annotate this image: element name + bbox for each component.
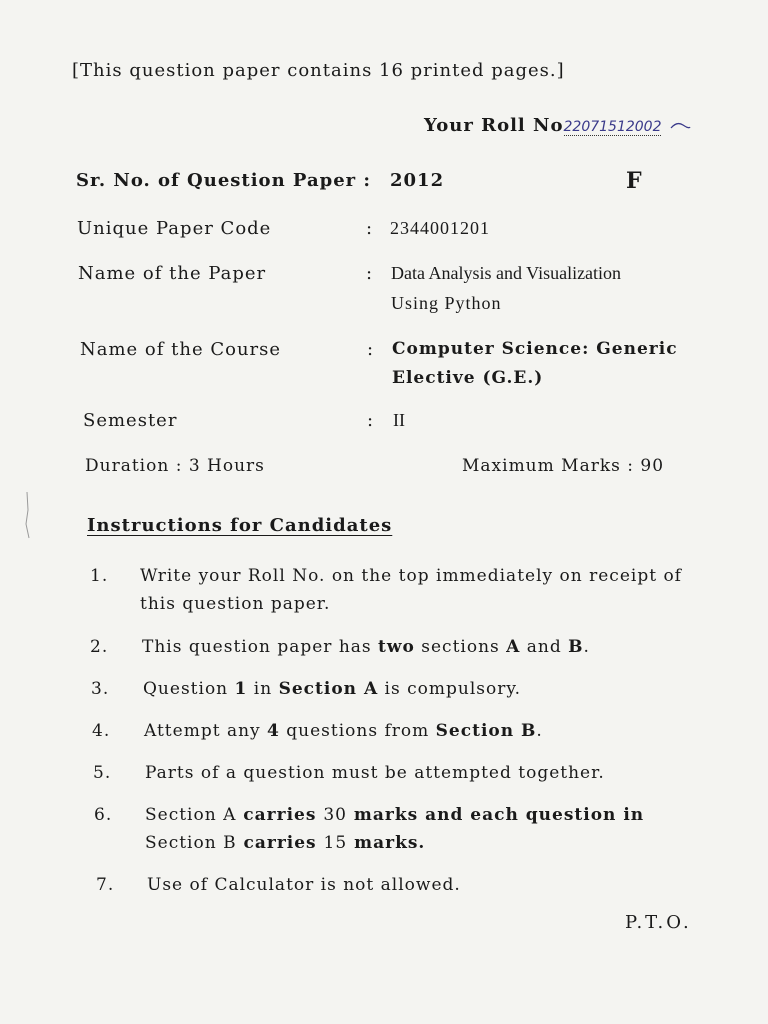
paper-set-letter: F	[626, 168, 642, 194]
paper-code-colon: :	[366, 218, 373, 239]
instruction-emphasis: B	[568, 637, 584, 657]
pen-stroke-icon	[669, 121, 691, 131]
instruction-text	[142, 633, 702, 661]
semester-label: Semester	[83, 410, 178, 431]
semester-value: II	[393, 410, 405, 430]
instruction-fragment: and	[520, 637, 569, 657]
instruction-emphasis: marks and each question in	[346, 805, 645, 825]
instruction-fragment: Attempt any	[144, 721, 268, 741]
instruction-number: 2.	[90, 637, 109, 657]
instruction-emphasis: Section A	[278, 679, 379, 699]
instruction-number: 7.	[96, 875, 115, 895]
course-name-line1: Computer Science: Generic	[392, 339, 678, 359]
instruction-fragment: 15	[323, 833, 348, 853]
sr-no-label: Sr. No. of Question Paper :	[76, 170, 372, 191]
instruction-number: 6.	[94, 805, 113, 825]
course-name-colon: :	[367, 339, 374, 360]
instruction-fragment: Parts of a question must be attempted together.	[145, 763, 605, 783]
instruction-emphasis: Section B	[435, 721, 537, 741]
instruction-fragment: Section A	[145, 805, 237, 825]
paper-name-colon: :	[366, 263, 373, 284]
instruction-emphasis: marks.	[347, 833, 426, 853]
instruction-fragment: This question paper has	[142, 637, 379, 657]
instruction-text	[145, 759, 705, 787]
instruction-number: 1.	[90, 566, 109, 586]
instruction-fragment: .	[536, 721, 543, 741]
instruction-text	[140, 562, 700, 618]
page-count-note: [This question paper contains 16 printed pages.]	[72, 60, 565, 81]
instruction-fragment: 30	[323, 805, 347, 825]
instruction-emphasis: carries	[236, 833, 324, 853]
instruction-text	[147, 871, 707, 899]
roll-number	[424, 115, 691, 136]
instruction-emphasis: carries	[236, 805, 324, 825]
instruction-number: 4.	[92, 721, 111, 741]
instruction-text	[144, 717, 704, 745]
instruction-number: 5.	[93, 763, 112, 783]
course-name-label: Name of the Course	[80, 339, 282, 360]
paper-name-line2: Using Python	[391, 293, 502, 313]
instruction-emphasis: 4	[267, 721, 280, 741]
pto-note: P.T.O.	[625, 912, 692, 933]
instruction-emphasis: two	[378, 637, 415, 657]
instruction-emphasis: A	[506, 637, 521, 657]
sr-no-value: 2012	[390, 170, 445, 191]
maximum-marks: Maximum Marks : 90	[462, 456, 665, 476]
instruction-fragment: sections	[414, 637, 507, 657]
instruction-fragment: .	[583, 637, 590, 657]
paper-code-value: 2344001201	[390, 218, 490, 238]
roll-label: Your Roll No	[424, 115, 564, 136]
instruction-fragment: Question	[143, 679, 235, 699]
course-name-line2: Elective (G.E.)	[392, 368, 544, 388]
instruction-fragment: questions from	[279, 721, 436, 741]
instructions-title: Instructions for Candidates	[87, 515, 393, 536]
instruction-text	[145, 801, 705, 857]
instruction-fragment: Write your Roll No. on the top immediately on receipt of this question paper.	[140, 566, 682, 614]
margin-pencil-mark-icon	[22, 490, 32, 540]
roll-value-handwritten: 22071512002	[563, 119, 662, 135]
instruction-number: 3.	[91, 679, 110, 699]
instruction-emphasis: 1	[234, 679, 248, 699]
instruction-fragment: Use of Calculator is not allowed.	[147, 875, 461, 895]
paper-name-label: Name of the Paper	[78, 263, 267, 284]
instruction-fragment: in	[247, 679, 279, 699]
semester-colon: :	[367, 410, 374, 431]
instruction-fragment: is compulsory.	[378, 679, 522, 699]
instruction-text	[143, 675, 703, 703]
instruction-fragment: Section B	[145, 833, 237, 853]
paper-name-line1: Data Analysis and Visualization	[391, 263, 622, 283]
paper-code-label: Unique Paper Code	[77, 218, 272, 239]
duration: Duration : 3 Hours	[85, 456, 265, 476]
